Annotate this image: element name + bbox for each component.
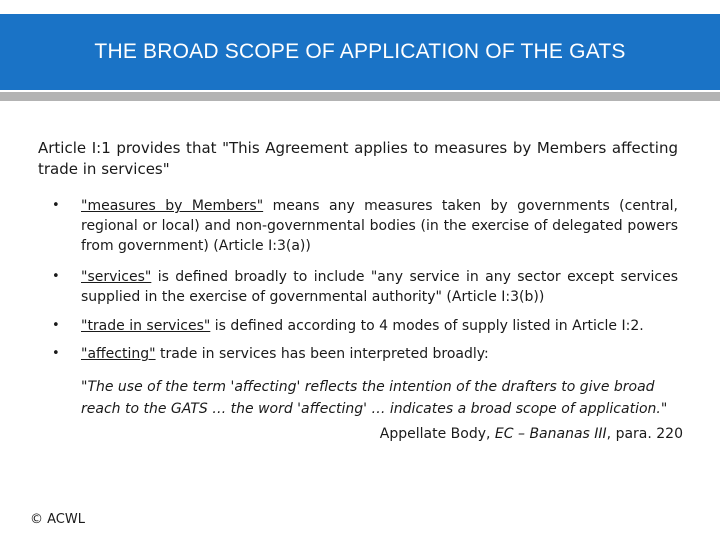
citation-suffix: , para. 220	[606, 426, 683, 442]
bullet-marker: •	[52, 269, 60, 284]
citation-case: EC – Bananas III	[494, 426, 607, 442]
bullet-text: is defined broadly to include "any service in any sector except services supplied in the exercise of governmental authority" (Article I:3(b))	[81, 269, 678, 305]
bullet-marker: •	[52, 346, 60, 361]
bullet-term: "affecting"	[81, 346, 156, 362]
bullet-term: "measures by Members"	[81, 198, 264, 214]
slide-title: THE BROAD SCOPE OF APPLICATION OF THE GATS	[94, 40, 626, 63]
citation-prefix: Appellate Body,	[379, 426, 495, 442]
bullet-term: "trade in services"	[81, 318, 211, 334]
bullet-text: means any measures taken by governments (central, regional or local) and non-governmental bodies (in the exercise of delegated powers from government) (Article I:3(a))	[81, 198, 678, 254]
citation	[81, 426, 683, 442]
bullet-term: "services"	[81, 269, 152, 285]
intro-paragraph: Article I:1 provides that "This Agreement applies to measures by Members affecting trade in services"	[38, 139, 678, 178]
title-divider	[0, 92, 720, 101]
bullet-marker: •	[52, 198, 60, 213]
bullet-text: trade in services has been interpreted broadly:	[155, 346, 489, 362]
block-quote: "The use of the term 'affecting' reflects the intention of the drafters to give broad reach to the GATS … the word 'affecting' … indicates a broad scope of application."	[81, 379, 668, 417]
footer-copyright: © ACWL	[30, 512, 85, 527]
bullet-text: is defined according to 4 modes of supply listed in Article I:2.	[210, 318, 644, 334]
bullet-marker: •	[52, 318, 60, 333]
